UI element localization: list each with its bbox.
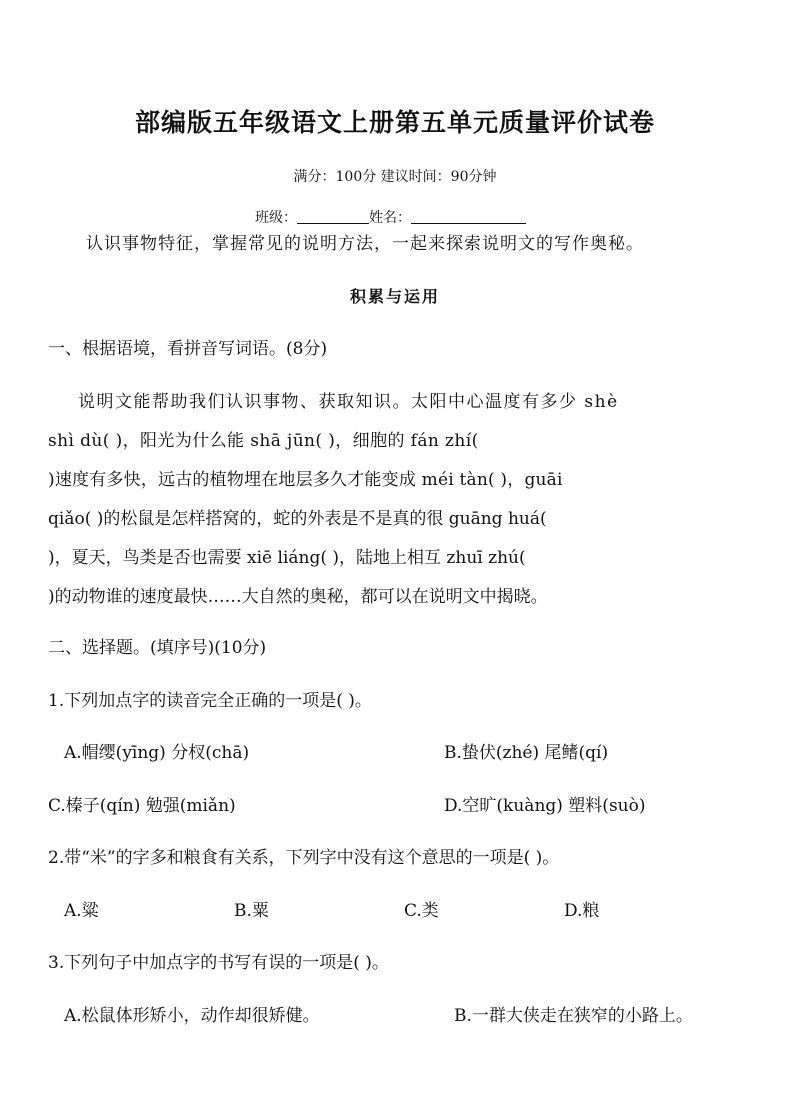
question-3-option-b: B.一群大侠走在狭窄的小路上。 bbox=[454, 1006, 693, 1026]
question-1-option-c: C.榛子(qín) 勉强(miǎn) bbox=[48, 796, 236, 816]
question-2-option-b: B.粟 bbox=[234, 901, 269, 921]
part1-line: )，夏天，鸟类是否也需要 xiē liáng( )，陆地上相互 zhuī zhú( bbox=[48, 548, 526, 568]
part1-line: 说明文能帮助我们认识事物、获取知识。太阳中心温度有多少 shè bbox=[78, 392, 619, 412]
part1-line: )速度有多快，远古的植物埋在地层多久才能变成 méi tàn( )，guāi bbox=[48, 470, 563, 490]
name-label: 姓名： bbox=[369, 210, 411, 226]
question-1-option-a: A.帽缨(yīng) 分杈(chā) bbox=[64, 743, 250, 763]
part2-heading: 二、选择题。(填序号)(10分) bbox=[48, 638, 267, 658]
class-label: 班级： bbox=[255, 210, 297, 226]
question-1-option-b: B.蛰伏(zhé) 尾鳍(qí) bbox=[444, 743, 609, 763]
question-2-option-d: D.粮 bbox=[564, 901, 600, 921]
section-title: 积累与运用 bbox=[349, 287, 440, 306]
part1-heading: 一、根据语境，看拼音写词语。(8分) bbox=[48, 339, 328, 359]
document-title: 部编版五年级语文上册第五单元质量评价试卷 bbox=[134, 108, 655, 137]
part1-line: qiǎo( )的松鼠是怎样搭窝的，蛇的外表是不是真的很 guāng huá( bbox=[48, 509, 547, 529]
question-1-option-d: D.空旷(kuàng) 塑料(suò) bbox=[444, 796, 646, 816]
intro-text: 认识事物特征，掌握常见的说明方法，一起来探索说明文的写作奥秘。 bbox=[86, 234, 644, 254]
name-blank bbox=[411, 209, 526, 224]
question-2-option-c: C.类 bbox=[404, 901, 439, 921]
question-2-option-a: A.粱 bbox=[64, 901, 99, 921]
score-time-info: 满分：100分 建议时间：90分钟 bbox=[293, 169, 497, 185]
part1-line: shì dù( )，阳光为什么能 shā jūn( )，细胞的 fán zhí( bbox=[48, 431, 479, 451]
question-3-stem: 3.下列句子中加点字的书写有误的一项是( )。 bbox=[48, 953, 389, 973]
question-2-stem: 2.带“米”的字多和粮食有关系，下列字中没有这个意思的一项是( )。 bbox=[48, 848, 560, 868]
class-blank bbox=[297, 209, 369, 224]
question-3-option-a: A.松鼠体形矫小，动作却很矫健。 bbox=[64, 1006, 320, 1026]
question-1-stem: 1.下列加点字的读音完全正确的一项是( )。 bbox=[48, 691, 372, 711]
part1-line: )的动物谁的速度最快……大自然的奥秘，都可以在说明文中揭晓。 bbox=[48, 587, 548, 607]
class-name-line bbox=[255, 207, 526, 227]
